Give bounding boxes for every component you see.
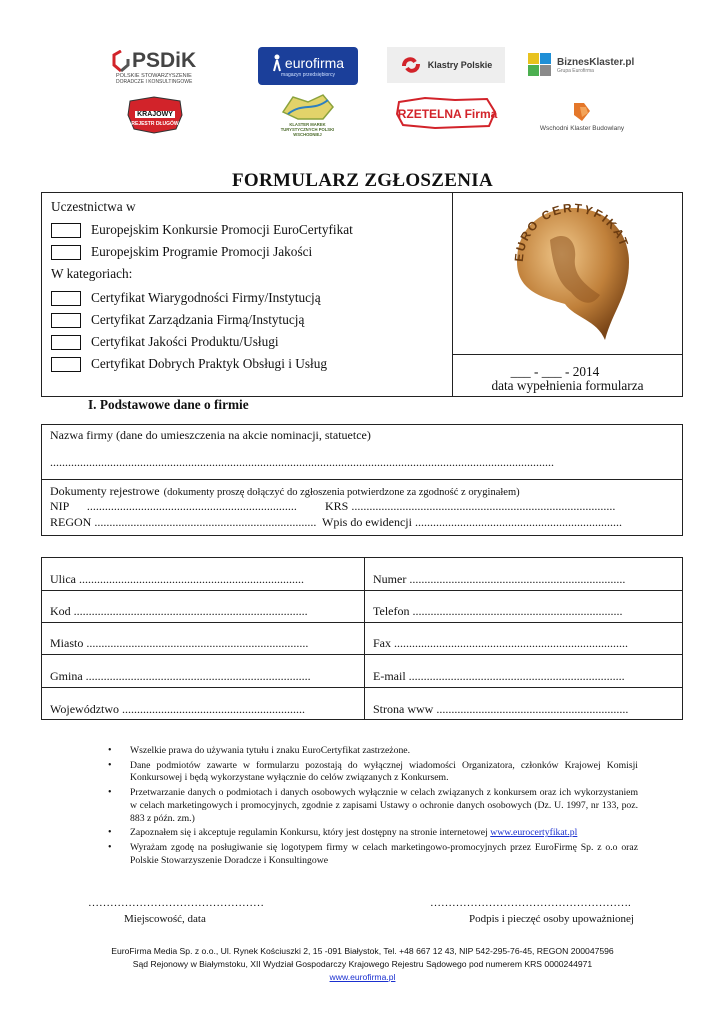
address-col-divider bbox=[364, 557, 365, 720]
address-row-line bbox=[41, 590, 683, 591]
place-date-dots[interactable]: ………………………………………… bbox=[88, 897, 264, 909]
category-jakosci: Certyfikat Jakości Produktu/Usługi bbox=[91, 334, 279, 349]
medal-text: EURO CERTYFIKAT bbox=[511, 200, 632, 263]
eurocertyfikat-medal bbox=[505, 200, 640, 350]
email-field[interactable]: E-mail ........................................................................ bbox=[373, 669, 625, 683]
eurofirma-figure-icon bbox=[272, 54, 282, 72]
krajowy-sub: REJESTR DŁUGÓW bbox=[131, 121, 179, 127]
participation-heading: Uczestnictwa w bbox=[51, 199, 136, 214]
footer-link-row bbox=[0, 971, 725, 983]
medal-icon bbox=[505, 200, 640, 350]
klastry-logo bbox=[387, 47, 505, 83]
note-item-regulation bbox=[108, 827, 638, 840]
fax-field[interactable]: Fax .............................................................................. bbox=[373, 636, 628, 650]
klaster-marek-map-icon bbox=[278, 92, 338, 122]
klastry-mark-icon bbox=[400, 54, 422, 76]
note-item: • Dane podmiotów zawarte w formularzu pozostają do wyłącznej wiadomości Organizatora, członków Krajowej Komisji Konkursowej i będą wykorzystane wyłącznie do celów związanych z Konkursem. bbox=[108, 760, 638, 785]
street-field[interactable]: Ulica ........................................................................... bbox=[50, 572, 304, 586]
option-program: Europejskim Programie Promocji Jakości bbox=[91, 244, 313, 259]
footer-line2: Sąd Rejonowy w Białymstoku, XII Wydział Gospodarczy Krajowego Rejestru Sądowego pod numerem KRS 0000244971 bbox=[132, 959, 593, 969]
eurofirma-link[interactable]: www.eurofirma.pl bbox=[329, 972, 396, 982]
signature-dots[interactable]: ………………………………………………. bbox=[430, 897, 631, 909]
wschodni-name: Wschodni Klaster Budowlany bbox=[539, 124, 625, 132]
category-dobrych-praktyk: Certyfikat Dobrych Praktyk Obsługi i Usług bbox=[91, 356, 327, 371]
nip-field[interactable]: NIP ...................................................................... bbox=[50, 499, 297, 513]
section-heading: I. Podstawowe dane o firmie bbox=[88, 397, 249, 412]
date-value: ___ - ___ - 2014 bbox=[510, 364, 600, 379]
krajowy-name: KRAJOWY bbox=[137, 111, 173, 118]
wschodni-mark-icon bbox=[570, 101, 594, 123]
commune-field[interactable]: Gmina ........................................................................... bbox=[50, 669, 311, 683]
eurofirma-sub: magazyn przedsiębiorcy bbox=[281, 72, 335, 78]
wpis-field[interactable]: Wpis do ewidencji ..................................................................... bbox=[322, 515, 622, 529]
docs-label-row bbox=[50, 482, 520, 500]
checkbox-program[interactable] bbox=[51, 245, 81, 260]
eurocertyfikat-link[interactable]: www.eurocertyfikat.pl bbox=[490, 827, 578, 839]
address-row-line bbox=[41, 687, 683, 688]
checkbox-jakosci[interactable] bbox=[51, 335, 81, 350]
website-field[interactable]: Strona www ................................................................ bbox=[373, 702, 629, 716]
wschodni-klaster-logo bbox=[532, 95, 632, 137]
date-label: data wypełnienia formularza bbox=[491, 378, 644, 393]
company-name-field[interactable]: ........................................................................................................................................................................ bbox=[50, 455, 554, 469]
regon-field[interactable]: REGON .......................................................................... bbox=[50, 515, 317, 529]
note-item: • Wyrażam zgodę na posługiwanie się logotypem firmy w celach marketingowo-promocyjnych przez EuroFirmę Sp. z o.o oraz Polskie Stowarzyszenie Doradcze i Konsultingowe bbox=[108, 842, 638, 867]
postcode-field[interactable]: Kod .............................................................................. bbox=[50, 604, 308, 618]
checkbox-konkurs[interactable] bbox=[51, 223, 81, 238]
city-field[interactable]: Miasto .......................................................................... bbox=[50, 636, 309, 650]
psdik-logo bbox=[112, 44, 212, 89]
regulation-text: Zapoznałem się i akceptuje regulamin Konkursu, który jest dostępny na stronie internetowej bbox=[130, 827, 488, 839]
docs-label: Dokumenty rejestrowe bbox=[50, 484, 160, 498]
category-zarzadzania: Certyfikat Zarządzania Firmą/Instytucją bbox=[91, 312, 305, 327]
psdik-mark-icon bbox=[112, 50, 130, 72]
categories-heading: W kategoriach: bbox=[51, 266, 133, 281]
category-wiarygodnosci: Certyfikat Wiarygodności Firmy/Instytucją bbox=[91, 290, 321, 305]
note-item: • Przetwarzanie danych o podmiotach i danych osobowych wyłącznie w celach związanych z konkursem oraz ich wykorzystaniem w celach marketingowych i promocyjnych, zgodnie z zapisami Ustawy o ochronie danych osobowych (Dz. U. 1997, nr 133, poz. 883 z późn. zm.) bbox=[108, 787, 638, 825]
biznesklaster-logo bbox=[527, 47, 637, 83]
krajowy-rejestr-logo bbox=[124, 95, 186, 135]
rzetelna-name: RZETELNA Firma bbox=[397, 107, 498, 121]
klaster-marek-logo bbox=[270, 88, 345, 140]
page-title: FORMULARZ ZGŁOSZENIA bbox=[232, 170, 493, 191]
docs-note: (dokumenty proszę dołączyć do zgłoszenia potwierdzone za zgodność z oryginałem) bbox=[163, 487, 520, 498]
klaster-marek-name: KLASTER MAREK TURYSTYCZNYCH POLSKI WSCHODNIEJ bbox=[280, 121, 335, 137]
checkbox-wiarygodnosci[interactable] bbox=[51, 291, 81, 306]
eurofirma-name: eurofirma bbox=[284, 55, 345, 71]
psdik-sub2: DORADCZE I KONSULTINGOWE bbox=[116, 78, 193, 85]
box-vertical-divider bbox=[452, 192, 453, 397]
checkbox-zarzadzania[interactable] bbox=[51, 313, 81, 328]
footer-line1: EuroFirma Media Sp. z o.o., Ul. Rynek Kościuszki 2, 15 -091 Białystok, Tel. +48 667 12 43, NIP 542-295-76-45, REGON 200047596 bbox=[111, 946, 614, 956]
biznesklaster-cubes-icon bbox=[527, 52, 553, 78]
note-item: • Wszelkie prawa do używania tytułu i znaku EuroCertyfikat zastrzeżone. bbox=[108, 745, 638, 758]
notes-list bbox=[108, 745, 638, 869]
biznesklaster-sub: Grupa Eurofirma bbox=[557, 67, 594, 74]
klastry-name: Klastry Polskie bbox=[427, 60, 493, 70]
company-name-label: Nazwa firmy (dane do umieszczenia na akcie nominacji, statuetce) bbox=[50, 428, 371, 442]
psdik-name: PSDiK bbox=[132, 48, 197, 72]
krs-field[interactable]: KRS ........................................................................................ bbox=[325, 499, 616, 513]
option-konkurs: Europejskim Konkursie Promocji EuroCertyfikat bbox=[91, 222, 353, 237]
biznesklaster-name: BiznesKlaster.pl bbox=[557, 56, 635, 68]
signature-label: Podpis i pieczęć osoby upoważnionej bbox=[469, 913, 634, 925]
address-row-line bbox=[41, 622, 683, 623]
rzetelna-firma-logo bbox=[395, 96, 500, 130]
psdik-sub1: POLSKIE STOWARZYSZENIE bbox=[116, 72, 192, 79]
date-divider bbox=[452, 354, 683, 355]
address-row-line bbox=[41, 654, 683, 655]
number-field[interactable]: Numer ........................................................................ bbox=[373, 572, 626, 586]
place-date-label: Miejscowość, data bbox=[124, 913, 206, 925]
eurofirma-logo bbox=[258, 47, 358, 85]
phone-field[interactable]: Telefon ...................................................................... bbox=[373, 604, 623, 618]
company-box-divider bbox=[41, 479, 683, 480]
checkbox-dobrych-praktyk[interactable] bbox=[51, 357, 81, 372]
voivodeship-field[interactable]: Województwo ............................................................. bbox=[50, 702, 306, 716]
